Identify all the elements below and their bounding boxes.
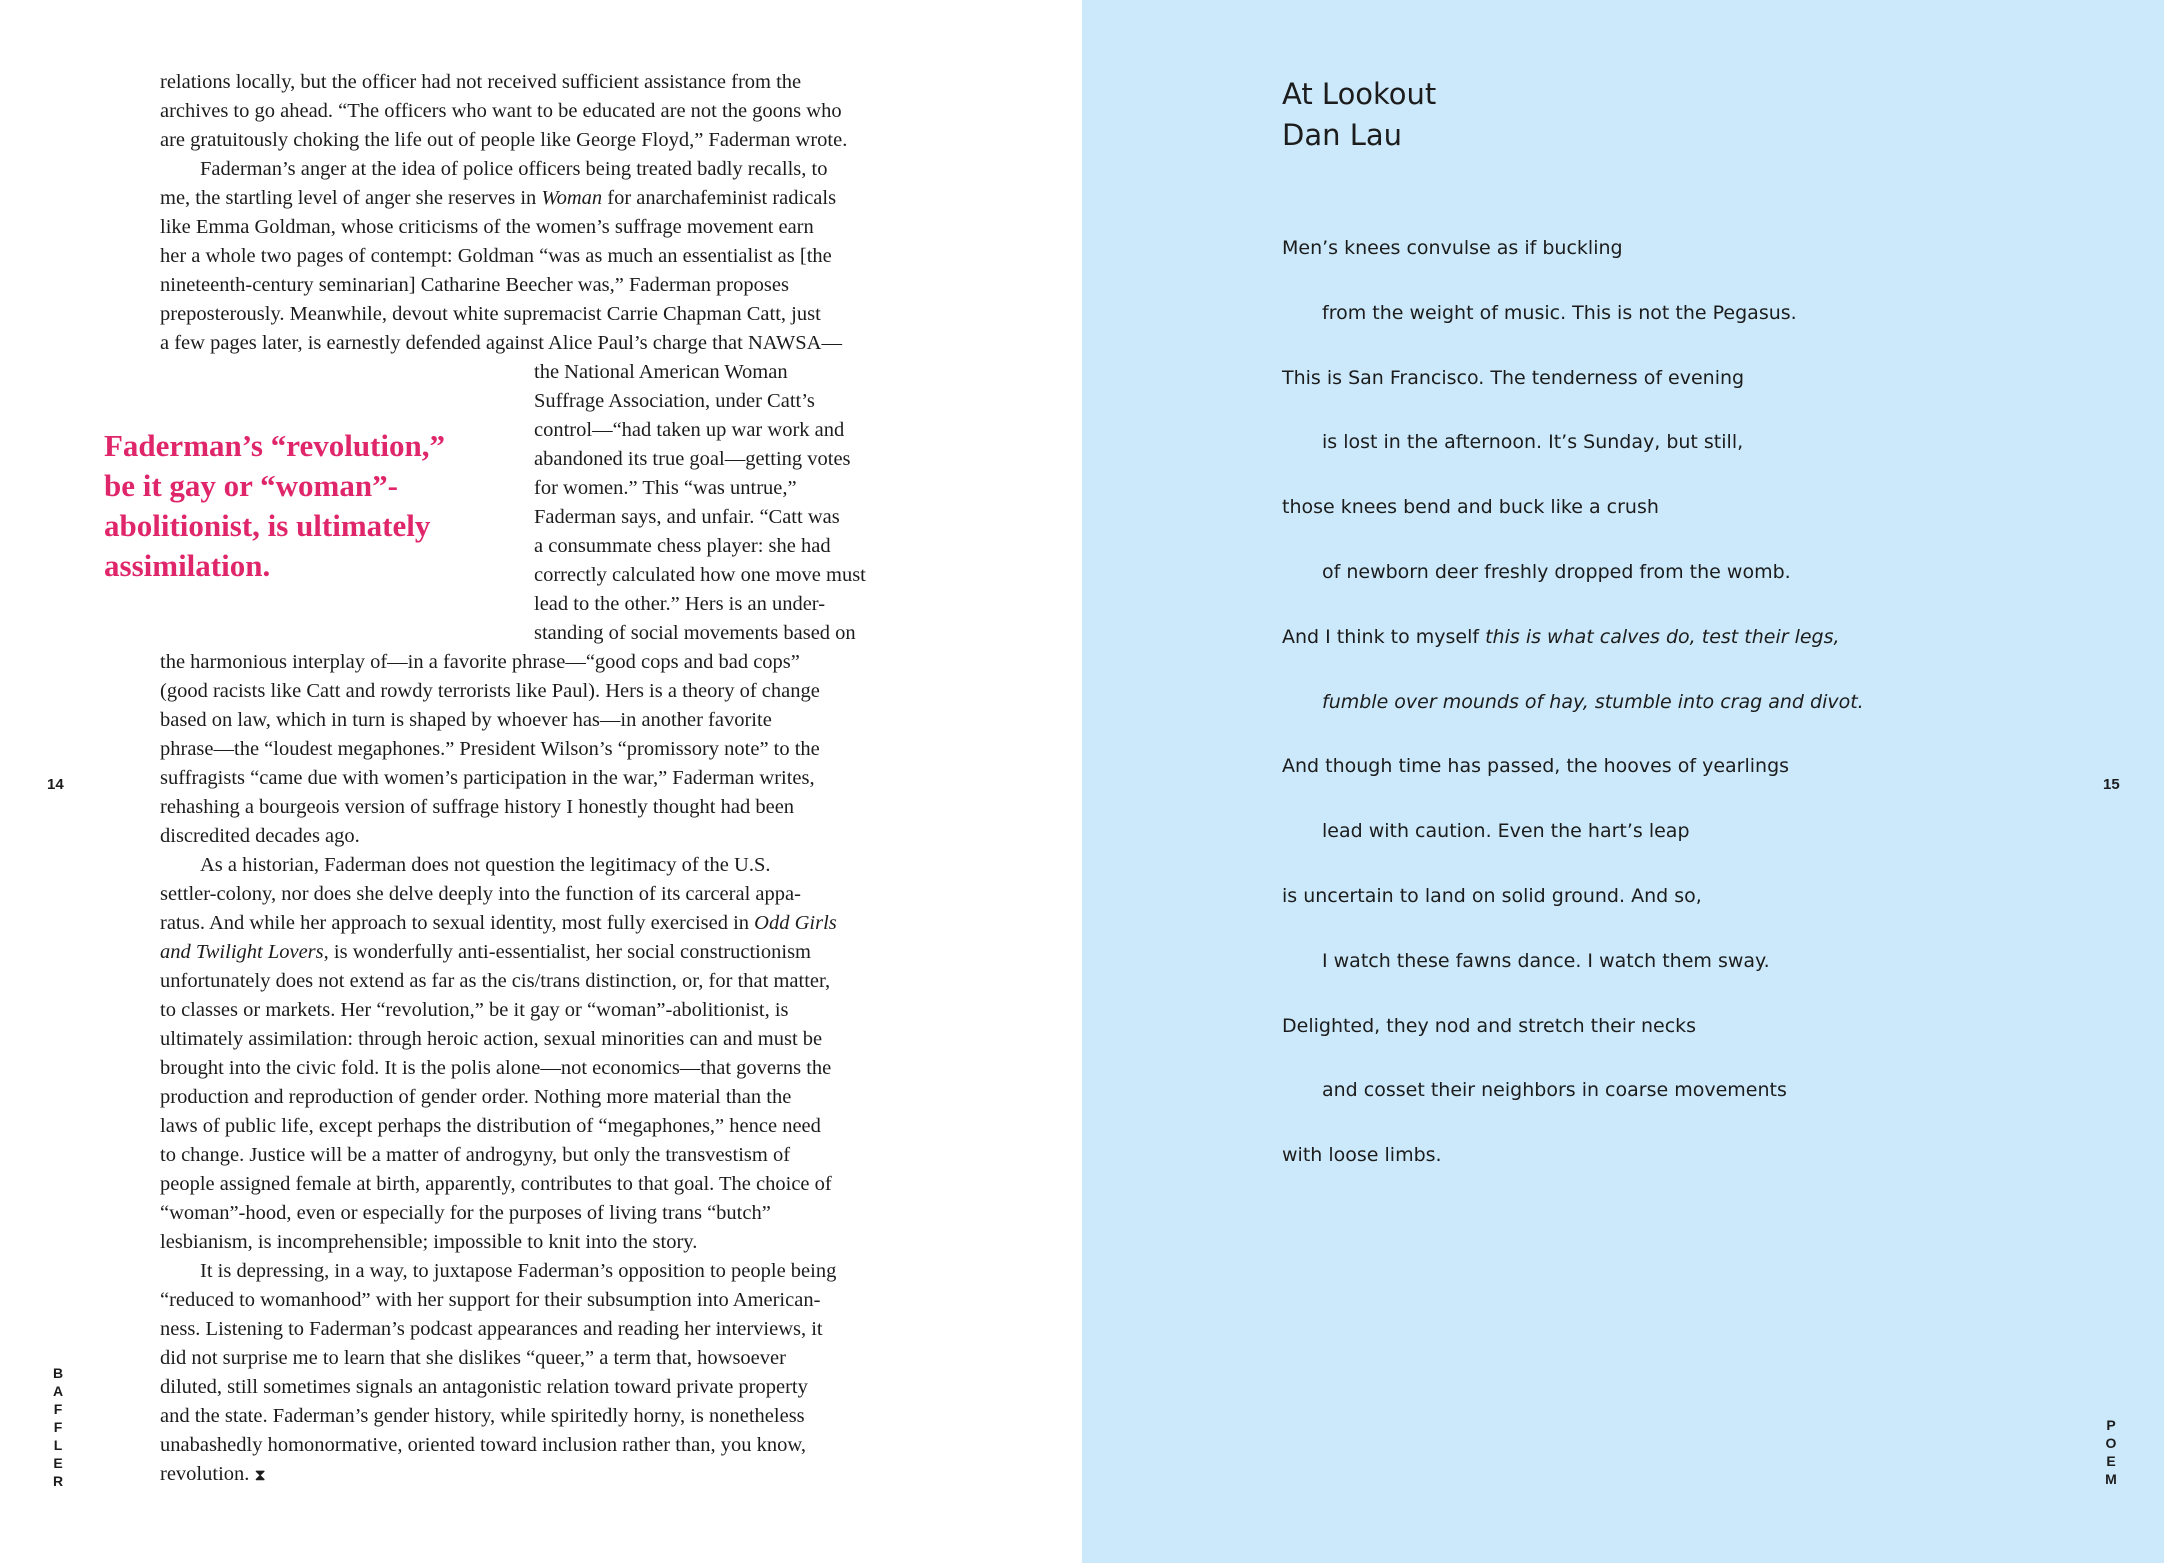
paragraph-narrow: the National American Woman Suffrage Association, under Catt’s control—“had taken up war work and abandoned its true goal—getting votes for women.” This “was untrue,” Faderman says, and unfair. “Catt was a consummate chess player: she had correctly calculated how one move must lead to the other.” Hers is an under- standing of social movements based on (534, 361, 866, 644)
page-number-right: 15 (2103, 776, 2120, 793)
poem-line: Men’s knees convulse as if buckling (1282, 237, 1623, 259)
poem-line: fumble over mounds of hay, stumble into crag and divot. (1322, 690, 1864, 713)
poem-line: lead with caution. Even the hart’s leap (1322, 820, 1690, 843)
poem-line: and cosset their neighbors in coarse movements (1322, 1079, 1787, 1102)
page-number-left: 14 (47, 776, 64, 793)
poem-line: This is San Francisco. The tenderness of evening (1282, 366, 1745, 389)
section-label-poem: P O E M (2105, 1417, 2117, 1487)
end-mark-icon: ⧗ (254, 1465, 266, 1484)
poem-body (1282, 234, 2042, 1206)
poem-line: of newborn deer freshly dropped from the womb. (1322, 560, 1791, 583)
poem-title: At Lookout (1282, 77, 1437, 111)
poem-line: I watch these fawns dance. I watch them sway. (1322, 949, 1770, 972)
paragraph: It is depressing, in a way, to juxtapose Faderman’s opposition to people being “reduced to womanhood” with her support for their subsumption into American- ness. Listening to Faderman’s podcast appearances and reading her interviews, it did not surprise me to learn that she dislikes “queer,” a term that, howsoever diluted, still sometimes signals an antagonistic relation toward private property and the state. Faderman’s gender history, while spiritedly horny, is nonetheless unabashedly homonormative, oriented toward inclusion rather than, you know, revolution. ⧗ (160, 1260, 837, 1485)
article-body (160, 68, 884, 1489)
poem-line: And though time has passed, the hooves of yearlings (1282, 755, 1790, 778)
poem-line: from the weight of music. This is not the Pegasus. (1322, 301, 1797, 324)
poem-heading (1282, 74, 1436, 156)
pull-quote: Faderman’s “revolution,” be it gay or “woman”- abolitionist, is ultimately assimilation. (104, 428, 445, 583)
poem-line: Delighted, they nod and stretch their necks (1282, 1014, 1697, 1037)
paragraph: the harmonious interplay of—in a favorite phrase—“good cops and bad cops” (good racists like Catt and rowdy terrorists like Paul). Hers is a theory of change based on law, which in turn is shaped by whoever has—in another favorite phrase—the “loudest megaphones.” President Wilson’s “promissory note” to the suffragists “came due with women’s participation in the war,” Faderman writes, rehashing a bourgeois version of suffrage history I honestly thought had been discredited decades ago. (160, 651, 820, 847)
poem-line: And I think to myself this is what calves do, test their legs, (1282, 625, 1840, 648)
poem-line: is lost in the afternoon. It’s Sunday, but still, (1322, 431, 1744, 454)
poem-line: those knees bend and buck like a crush (1282, 496, 1659, 519)
poem-line: is uncertain to land on solid ground. And so, (1282, 884, 1702, 907)
paragraph: As a historian, Faderman does not question the legitimacy of the U.S. settler-colony, nor does she delve deeply into the function of its carceral appa- ratus. And while her approach to sexual identity, most fully exercised in Odd Girls and Twilight Lovers, is wonderfully anti-essentialist, her social constructionism unfortunately does not extend as far as the cis/trans distinction, or, for that matter, to classes or markets. Her “revolution,” be it gay or “woman”-abolitionist, is ultimately assimilation: through heroic action, sexual minorities can and must be brought into the civic fold. It is the polis alone—not economics—that governs the production and reproduction of gender order. Nothing more material than the laws of public life, except perhaps the distribution of “megaphones,” hence need to change. Justice will be a matter of androgyny, but only the transvestism of people assigned female at birth, apparently, contributes to that goal. The choice of “woman”-hood, even or especially for the purposes of living trans “butch” lesbianism, is incomprehensible; impossible to knit into the story. (160, 854, 837, 1253)
right-page (1082, 0, 2164, 1563)
paragraph: relations locally, but the officer had not received sufficient assistance from the archives to go ahead. “The officers who want to be educated are not the goons who are gratuitously choking the life out of people like George Floyd,” Faderman wrote. (160, 71, 848, 151)
poem-line: with loose limbs. (1282, 1144, 1442, 1167)
poem-author: Dan Lau (1282, 118, 1403, 152)
section-label-baffler: B A F F L E R (52, 1365, 64, 1489)
paragraph: Faderman’s anger at the idea of police officers being treated badly recalls, to me, the startling level of anger she reserves in Woman for anarchafeminist radicals like Emma Goldman, whose criticisms of the women’s suffrage movement earn her a whole two pages of contempt: Goldman “was as much an essentialist as [the nineteenth-century seminarian] Catharine Beecher was,” Faderman proposes preposterously. Meanwhile, devout white supremacist Carrie Chapman Catt, just a few pages later, is earnestly defended against Alice Paul’s charge that NAWSA— (160, 158, 842, 354)
